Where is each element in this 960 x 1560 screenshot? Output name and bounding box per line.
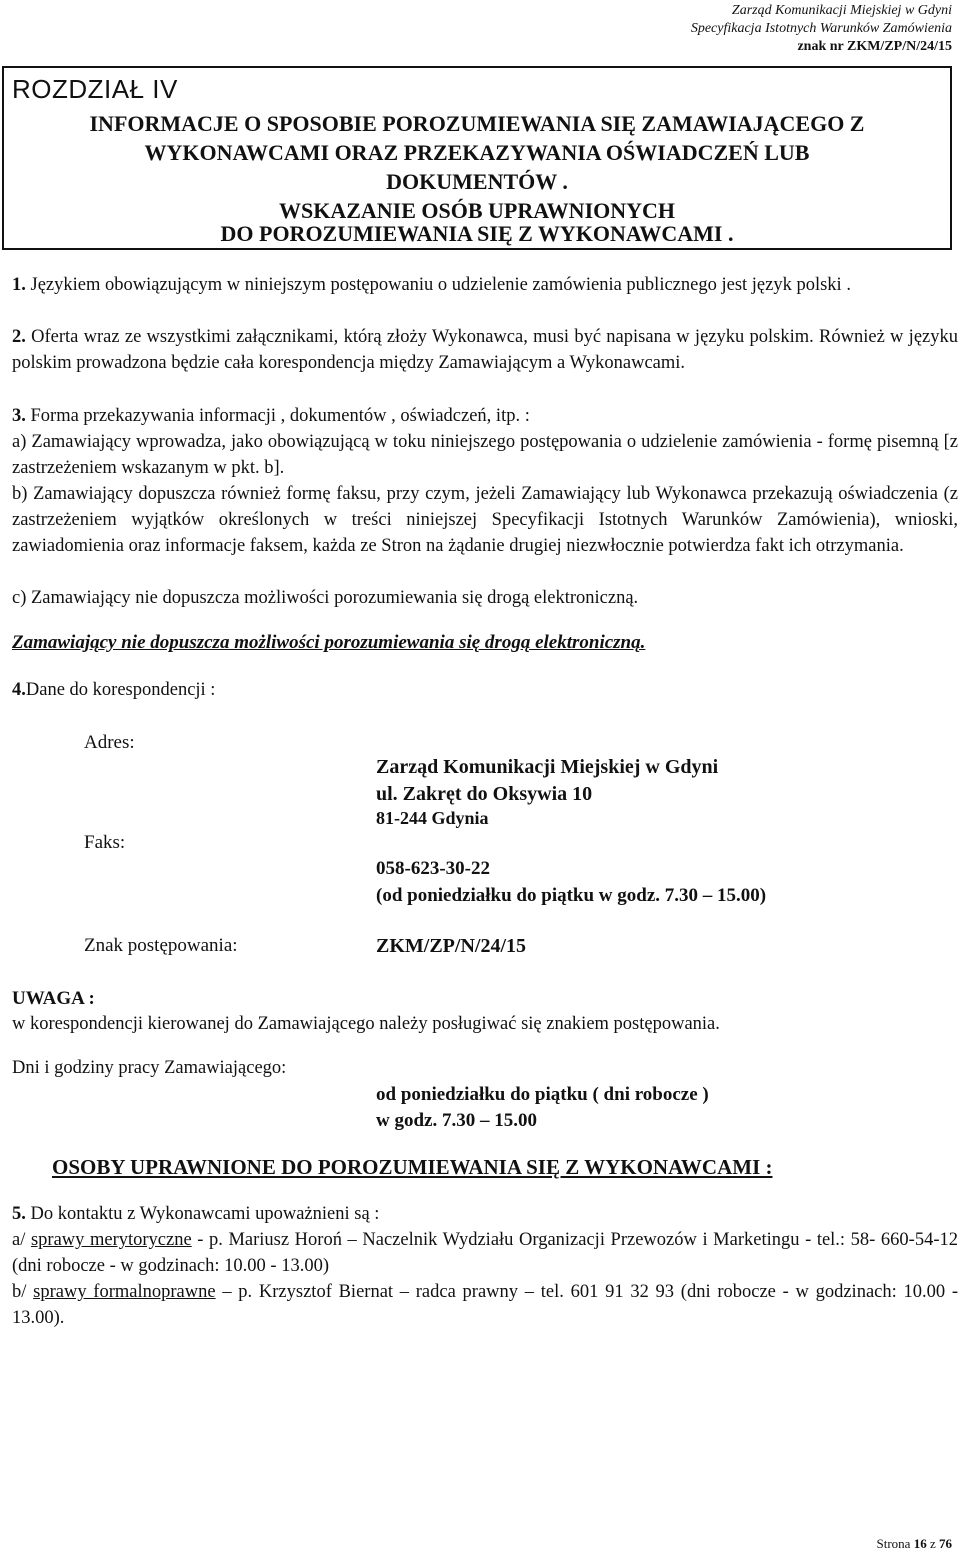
section-2	[12, 324, 958, 376]
section-1	[12, 272, 958, 298]
section-4-number: 4.	[12, 680, 26, 700]
section-5-b-text: – p. Krzysztof Biernat – radca prawny – tel. 601 91 32 93 (dni robocze - w godzinach: 10.00 - 13.00).	[12, 1282, 959, 1328]
chapter-title-line: INFORMACJE O SPOSOBIE POROZUMIEWANIA SIĘ ZAMAWIAJĄCEGO Z	[89, 111, 865, 136]
section-3-emphasis: Zamawiający nie dopuszcza możliwości porozumiewania się drogą elektroniczną.	[12, 632, 646, 653]
reference-label: Znak postępowania:	[84, 935, 238, 956]
section-5-a-text: - p. Mariusz Horoń – Naczelnik Wydziału Organizacji Przewozów i Marketingu - tel.: 58- 660-54-12 (dni robocze - w godzinach: 10.00 - 13.00)	[12, 1230, 958, 1276]
footer-page: 16	[913, 1536, 927, 1551]
section-5-b-prefix: b/	[12, 1282, 34, 1302]
section-3-c: c) Zamawiający nie dopuszcza możliwości porozumiewania się drogą elektroniczną.	[12, 588, 639, 608]
section-5-text: Do kontaktu z Wykonawcami upoważnieni są :	[25, 1204, 380, 1224]
note-label: UWAGA :	[12, 988, 95, 1009]
section-2-number: 2.	[12, 327, 26, 347]
chapter-box	[2, 66, 952, 250]
chapter-title-line: WYKONAWCAMI ORAZ PRZEKAZYWANIA OŚWIADCZEŃ LUB	[144, 140, 810, 165]
header-line-3: znak nr ZKM/ZP/N/24/15	[797, 39, 952, 54]
chapter-label: ROZDZIAŁ IV	[12, 74, 178, 104]
address-city: 81-244 Gdynia	[376, 808, 489, 828]
section-5-a-prefix: a/	[12, 1230, 31, 1250]
section-5	[12, 1201, 958, 1227]
working-hours-days: od poniedziałku do piątku ( dni robocze )	[376, 1084, 709, 1105]
section-3-a: a) Zamawiający wprowadza, jako obowiązującą w toku niniejszego postępowania o udzielenie zamówienia - formę pisemną [z zastrzeżeniem wskazanym w pkt. b].	[12, 432, 958, 478]
section-5-number: 5.	[12, 1204, 26, 1224]
section-5-a	[12, 1227, 958, 1279]
page-header	[691, 2, 952, 56]
section-1-text: Językiem obowiązującym w niniejszym postępowaniu o udzielenie zamówienia publicznego jest język polski .	[25, 275, 851, 295]
reference-value: ZKM/ZP/N/24/15	[376, 935, 526, 957]
section-4	[12, 677, 958, 703]
chapter-title-line: DOKUMENTÓW .	[386, 169, 568, 194]
address-name: Zarząd Komunikacji Miejskiej w Gdyni	[376, 756, 719, 778]
fax-hours: (od poniedziałku do piątku w godz. 7.30 – 15.00)	[376, 885, 767, 906]
footer-sep: z	[926, 1536, 939, 1551]
note-text: w korespondencji kierowanej do Zamawiającego należy posługiwać się znakiem postępowania.	[12, 1014, 720, 1034]
fax-number: 058-623-30-22	[376, 858, 490, 879]
section-3	[12, 403, 958, 429]
section-2-text: Oferta wraz ze wszystkimi załącznikami, którą złoży Wykonawca, musi być napisana w języku polskim. Również w języku polskim prowadzona będzie cała korespondencja między Zamawiającym a Wykonawcami.	[12, 327, 958, 373]
working-hours-label: Dni i godziny pracy Zamawiającego:	[12, 1058, 287, 1078]
persons-heading: OSOBY UPRAWNIONE DO POROZUMIEWANIA SIĘ Z WYKONAWCAMI :	[52, 1155, 773, 1179]
header-line-2: Specyfikacja Istotnych Warunków Zamówienia	[690, 21, 952, 36]
section-4-text: Dane do korespondencji :	[25, 680, 216, 700]
merit-matters-label: sprawy merytoryczne	[30, 1230, 192, 1250]
address-label: Adres:	[84, 732, 135, 753]
fax-label: Faks:	[84, 832, 126, 853]
section-5-b	[12, 1279, 958, 1331]
address-street: ul. Zakręt do Oksywia 10	[376, 783, 593, 805]
formal-legal-matters-label: sprawy formalnoprawne	[33, 1282, 216, 1302]
working-hours-time: w godz. 7.30 – 15.00	[376, 1110, 537, 1131]
chapter-title-line: WSKAZANIE OSÓB UPRAWNIONYCH	[278, 198, 676, 223]
section-3-text: Forma przekazywania informacji , dokumentów , oświadczeń, itp. :	[25, 406, 530, 426]
section-1-number: 1.	[12, 275, 26, 295]
section-3-b: b) Zamawiający dopuszcza również formę faksu, przy czym, jeżeli Zamawiający lub Wykonawca przekazują oświadczenia (z zastrzeżeniem wyjątków określonych w treści niniejszej Specyfikacji Istotnych Warunków Zamówienia), wnioski, zawiadomienia oraz informacje faksem, każda ze Stron na żądanie drugiej niezwłocznie potwierdza fakt ich otrzymania.	[12, 484, 958, 556]
footer-total: 76	[939, 1536, 952, 1551]
page-footer	[877, 1536, 952, 1552]
footer-label: Strona	[876, 1536, 914, 1551]
chapter-title-line: DO POROZUMIEWANIA SIĘ Z WYKONAWCAMI .	[220, 221, 734, 246]
section-3-number: 3.	[12, 406, 26, 426]
header-line-1: Zarząd Komunikacji Miejskiej w Gdyni	[731, 3, 952, 18]
